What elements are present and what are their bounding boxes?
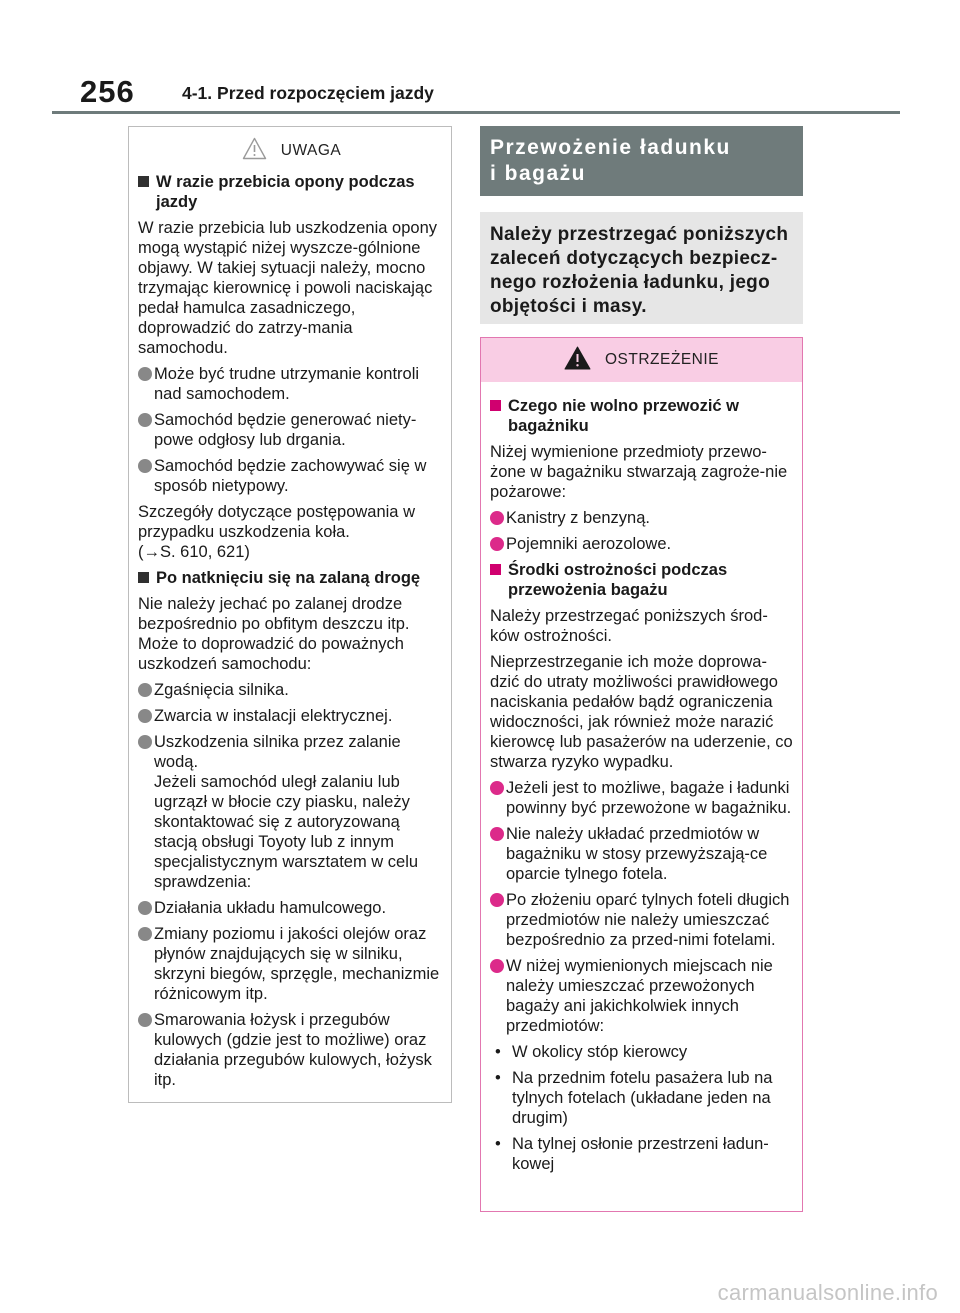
round-bullet-icon [138, 735, 152, 749]
list-item: Kanistry z benzyną. [490, 508, 796, 528]
warning-paragraph: Niżej wymienione przedmioty przewo-żone w bagażniku stwarzają zagroże-nie pożarowe: [490, 443, 788, 501]
square-bullet-icon [490, 564, 501, 575]
round-bullet-icon [490, 893, 504, 907]
dash-bullet-icon: • [495, 1135, 501, 1153]
warning-triangle-outline-icon [242, 137, 267, 165]
caution-heading-tire [138, 172, 445, 212]
warning-paragraph: Należy przestrzegać poniższych środ-ków ostrożności. [490, 607, 768, 645]
list-item-note: Jeżeli samochód uległ zalaniu lub ugrzązł w błocie czy piasku, należy skontaktować się z autoryzowaną stacją obsługi Toyoty lub z innym specjalistycznym warsztatem w celu sprawdzenia: [154, 773, 419, 891]
list-item: • Na przednim fotelu pasażera lub na tylnych fotelach (układane jeden na drugim) [495, 1069, 773, 1127]
list-item: Nie należy układać przedmiotów w bagażniku w stosy przewyższają-ce oparcie tylnego fotela. [490, 824, 796, 884]
chapter-title: 4-1. Przed rozpoczęciem jazdy [182, 83, 434, 103]
section-title: Przewożenie ładunku i bagażu [480, 126, 803, 196]
round-bullet-icon [490, 537, 504, 551]
caution-box [128, 126, 452, 1103]
round-bullet-icon [138, 413, 152, 427]
caution-heading-text: W razie przebicia opony podczas jazdy [156, 173, 415, 211]
caution-heading-text: Po natknięciu się na zalaną drogę [156, 569, 421, 587]
warning-heading-precautions [490, 560, 796, 600]
right-column [480, 126, 803, 1212]
caution-paragraph: Szczegóły dotyczące postępowania w przypadku uszkodzenia koła. (→S. 610, 621) [138, 502, 445, 562]
section-intro: Należy przestrzegać poniższych zaleceń dotyczących bezpiecz-nego rozłożenia ładunku, jego objętości i masy. [480, 212, 803, 324]
round-bullet-icon [138, 683, 152, 697]
warning-body [481, 382, 802, 1174]
list-item: Po złożeniu oparć tylnych foteli długich przedmiotów nie należy umieszczać bezpośrednio za przed-nimi fotelami. [490, 890, 796, 950]
list-item: • W okolicy stóp kierowcy [495, 1043, 688, 1061]
header-rule [52, 111, 900, 114]
list-item: Zwarcia w instalacji elektrycznej. [138, 706, 445, 726]
caution-heading-flood [138, 568, 445, 588]
square-bullet-icon [490, 400, 501, 411]
round-bullet-icon [138, 709, 152, 723]
warning-heading-prohibited [490, 396, 796, 436]
square-bullet-icon [138, 176, 149, 187]
list-item: Samochód będzie zachowywać się w sposób nietypowy. [138, 456, 445, 496]
page-reference: (→S. 610, 621) [138, 543, 250, 561]
dash-bullet-icon: • [495, 1043, 501, 1061]
caution-paragraph: W razie przebicia lub uszkodzenia opony mogą wystąpić niżej wyszcze-gólnione objawy. W takiej sytuacji należy, mocno trzymając kierownicę i powoli naciskając pedał hamulca zasadniczego, doprowadzić do zatrzy-mania samochodu. [138, 219, 437, 357]
list-item: Jeżeli jest to możliwe, bagaże i ładunki powinny być przewożone w bagażniku. [490, 778, 796, 818]
round-bullet-icon [490, 511, 504, 525]
list-item: Działania układu hamulcowego. [138, 898, 445, 918]
watermark: carmanualsonline.info [717, 1280, 938, 1305]
round-bullet-icon [138, 1013, 152, 1027]
caution-header [138, 137, 445, 164]
caution-paragraph: Nie należy jechać po zalanej drodze bezpośrednio po obfitym deszczu itp. Może to doprowadzić do poważnych uszkodzeń samochodu: [138, 595, 410, 673]
warning-triangle-filled-icon [564, 346, 591, 375]
list-item: Może być trudne utrzymanie kontroli nad samochodem. [138, 364, 445, 404]
dash-bullet-icon: • [495, 1069, 501, 1087]
left-column [128, 126, 452, 1103]
round-bullet-icon [138, 901, 152, 915]
round-bullet-icon [138, 459, 152, 473]
warning-header [481, 338, 802, 382]
round-bullet-icon [490, 959, 504, 973]
page-number: 256 [80, 74, 135, 109]
list-item: Zgaśnięcia silnika. [138, 680, 445, 700]
list-item: Uszkodzenia silnika przez zalanie wodą. Jeżeli samochód uległ zalaniu lub ugrzązł w błocie czy piasku, należy skontaktować się z autoryzowaną stacją obsługi Toyoty lub z innym specjalistycznym warsztatem w celu sprawdzenia: [138, 732, 445, 892]
round-bullet-icon [138, 927, 152, 941]
warning-paragraph: Nieprzestrzeganie ich może doprowa-dzić do utraty możliwości prawidłowego naciskania pedałów bądź ograniczenia widoczności, jak również może narazić kierowcę lub pasażerów na uderzenie, co stwarza ryzyko wypadku. [490, 653, 793, 771]
list-item: Smarowania łożysk i przegubów kulowych (gdzie jest to możliwe) oraz działania przegubów kulowych, łożysk itp. [138, 1010, 445, 1090]
warning-box [480, 337, 803, 1212]
list-item: Zmiany poziomu i jakości olejów oraz płynów znajdujących się w silniku, skrzyni biegów, sprzęgle, mechanizmie różnicowym itp. [138, 924, 445, 1004]
warning-heading-text: Czego nie wolno przewozić w bagażniku [508, 397, 740, 435]
list-item: Pojemniki aerozolowe. [490, 534, 796, 554]
round-bullet-icon [490, 827, 504, 841]
warning-label: OSTRZEŻENIE [604, 351, 719, 368]
round-bullet-icon [138, 367, 152, 381]
list-item: Samochód będzie generować niety-powe odgłosy lub drgania. [138, 410, 445, 450]
warning-heading-text: Środki ostrożności podczas przewożenia bagażu [508, 561, 728, 599]
list-item: • Na tylnej osłonie przestrzeni ładun-kowej [495, 1135, 769, 1173]
caution-label: UWAGA [280, 141, 342, 159]
square-bullet-icon [138, 572, 149, 583]
list-item: W niżej wymienionych miejscach nie należy umieszczać przewożonych bagaży ani jakichkolwiek innych przedmiotów: [490, 956, 796, 1036]
round-bullet-icon [490, 781, 504, 795]
